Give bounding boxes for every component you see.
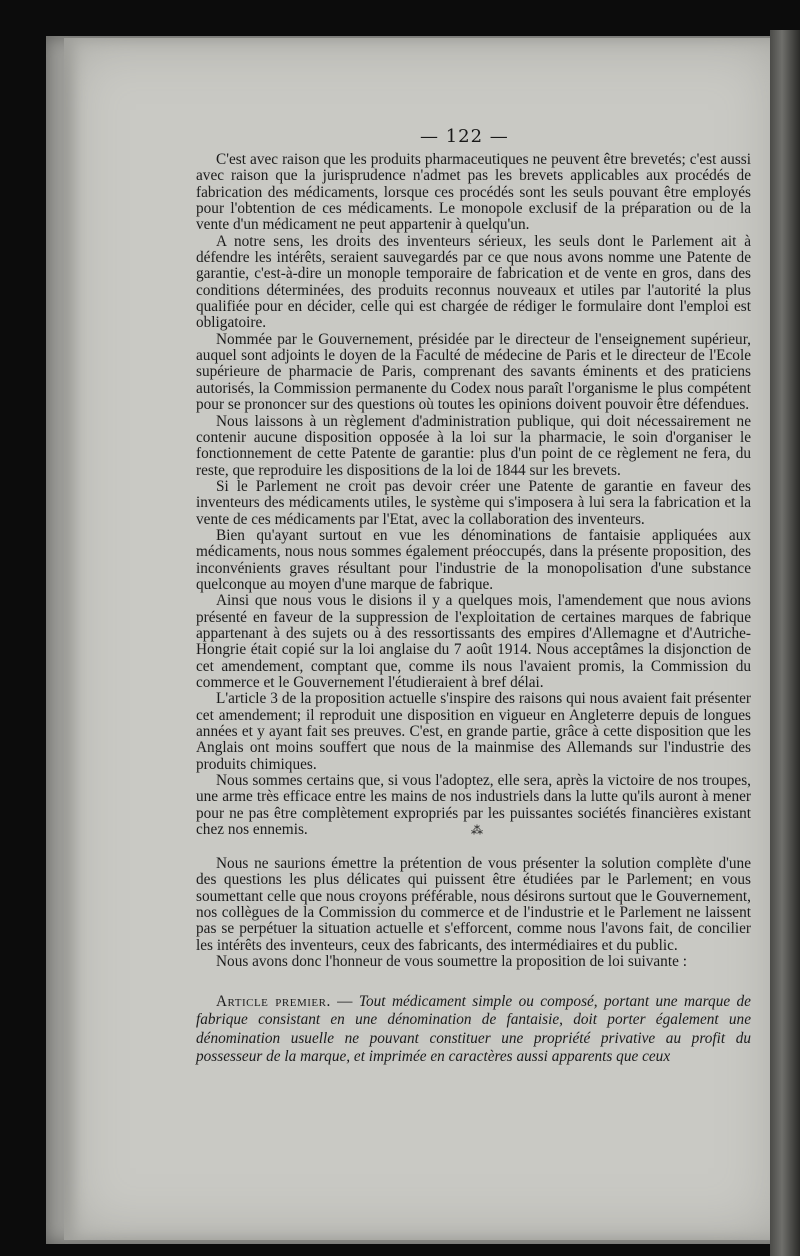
body-text-section-2 bbox=[196, 856, 751, 970]
paragraph: Bien qu'ayant surtout en vue les dénominations de fantaisie appliquées aux médicaments, nous nous sommes également préoccupés, dans la présente proposition, des inconvénients graves résultant pour l'industrie de la monopolisation d'une substance quelconque au moyen d'une marque de fabrique. bbox=[196, 526, 751, 593]
paragraph: C'est avec raison que les produits pharmaceutiques ne peuvent être brevetés; c'est aussi avec raison que la jurisprudence n'admet pas les brevets applicables aux procédés de fabrication des médicaments, lorsque ces procédés sont les seuls pouvant être employés pour l'obtention de ces médicaments. Le monopole exclusif de la préparation ou de la vente d'un médicament ne peut appartenir à quelqu'un. bbox=[196, 151, 751, 234]
page-number: — 122 — bbox=[420, 126, 509, 147]
body-text-section-1 bbox=[196, 152, 751, 838]
paragraph: Nous sommes certains que, si vous l'adoptez, elle sera, après la victoire de nos troupes, une arme très efficace entre les mains de nos industriels dans la lutte qu'ils auront à mener pour ne pas être complètement expropriés par les puissantes sociétés financières existant chez nos ennemis. bbox=[196, 772, 751, 839]
paragraph: Nous laissons à un règlement d'administration publique, qui doit nécessairement ne contenir aucune disposition opposée à la loi sur la pharmacie, le soin d'organiser le fonctionnement de cette Patente de garantie: plus d'un point de ce règlement ne fera, du reste, que reproduire les dispositions de la loi de 1844 sur les brevets. bbox=[196, 412, 751, 479]
article-dash: — bbox=[330, 993, 359, 1010]
article-text: Tout médicament simple ou composé, portant une marque de fabrique consistant en une dénomination de fantaisie, doit porter également une dénomination usuelle ne pouvant constituer une propriété privative au profit du possesseur de la marque, et imprimée en caractères aussi apparents que ceux bbox=[196, 993, 751, 1065]
section-separator-asterism: ⁂ bbox=[471, 823, 483, 837]
paragraph: Ainsi que nous vous le disions il y a quelques mois, l'amendement que nous avions présenté en faveur de la suppression de l'exploitation de certaines marques de fabrique appartenant à des sujets ou à des ressortissants des empires d'Allemagne et d'Autriche-Hongrie était copié sur la loi anglaise du 7 août 1914. Nous acceptâmes la disjonction de cet amendement, comptant que, comme ils nous l'avaient promis, la Commission du commerce et le Gouvernement l'étudieraient à bref délai. bbox=[196, 592, 751, 691]
article-first bbox=[196, 993, 751, 1066]
paragraph: Si le Parlement ne croit pas devoir créer une Patente de garantie en faveur des inventeurs des médicaments utiles, le système qui s'imposera à lui sera la fabrication et la vente de ces médicaments par l'Etat, avec la collaboration des inventeurs. bbox=[196, 477, 751, 528]
paragraph: Nous avons donc l'honneur de vous soumettre la proposition de loi suivante : bbox=[216, 953, 687, 971]
article-heading: Article premier. bbox=[216, 993, 331, 1010]
paragraph: A notre sens, les droits des inventeurs sérieux, les seuls dont le Parlement ait à défendre les intérêts, seraient sauvegardés par ce que nous avons nomme une Patente de garantie, c'est-à-dire un monople temporaire de fabrication et de vente en gros, dans des conditions déterminées, des produits reconnus nouveaux et utiles par l'autorité la plus qualifiée pour en décider, celle qui est chargée de rédiger le formulaire dont l'emploi est obligatoire. bbox=[196, 232, 751, 332]
paragraph: L'article 3 de la proposition actuelle s'inspire des raisons qui nous avaient fait présenter cet amendement; il reproduit une disposition en vigueur en Angleterre depuis de longues années et y ayant fait ses preuves. C'est, en grande partie, grâce à cette disposition que les Anglais ont moins souffert que nous de la mainmise des Allemands sur l'industrie des produits chimiques. bbox=[196, 690, 751, 773]
paragraph: Nommée par le Gouvernement, présidée par le directeur de l'enseignement supérieur, auquel sont adjoints le doyen de la Faculté de médecine de Paris et le directeur de l'Ecole supérieure de pharmacie de Paris, comprenant des savants éminents et des praticiens autorisés, la Commission permanente du Codex nous paraît l'organisme le plus compétent pour se prononcer sur des questions où toutes les opinions doivent pouvoir être défendues. bbox=[196, 330, 751, 414]
book-spine-edge bbox=[770, 30, 800, 1256]
paragraph: Nous ne saurions émettre la prétention de vous présenter la solution complète d'une des questions les plus délicates qui puissent être étudiées par le Parlement; en vous soumettant celle que nous croyons préférable, nous désirons surtout que le Gouvernement, nos collègues de la Commission du commerce et de l'industrie et le Parlement ne laissent pas se perpétuer la situation actuelle et s'efforcent, comme nous l'avons fait, de concilier les intérêts des inventeurs, ceux des fabricants, des intermédiaires et du public. bbox=[196, 855, 751, 954]
